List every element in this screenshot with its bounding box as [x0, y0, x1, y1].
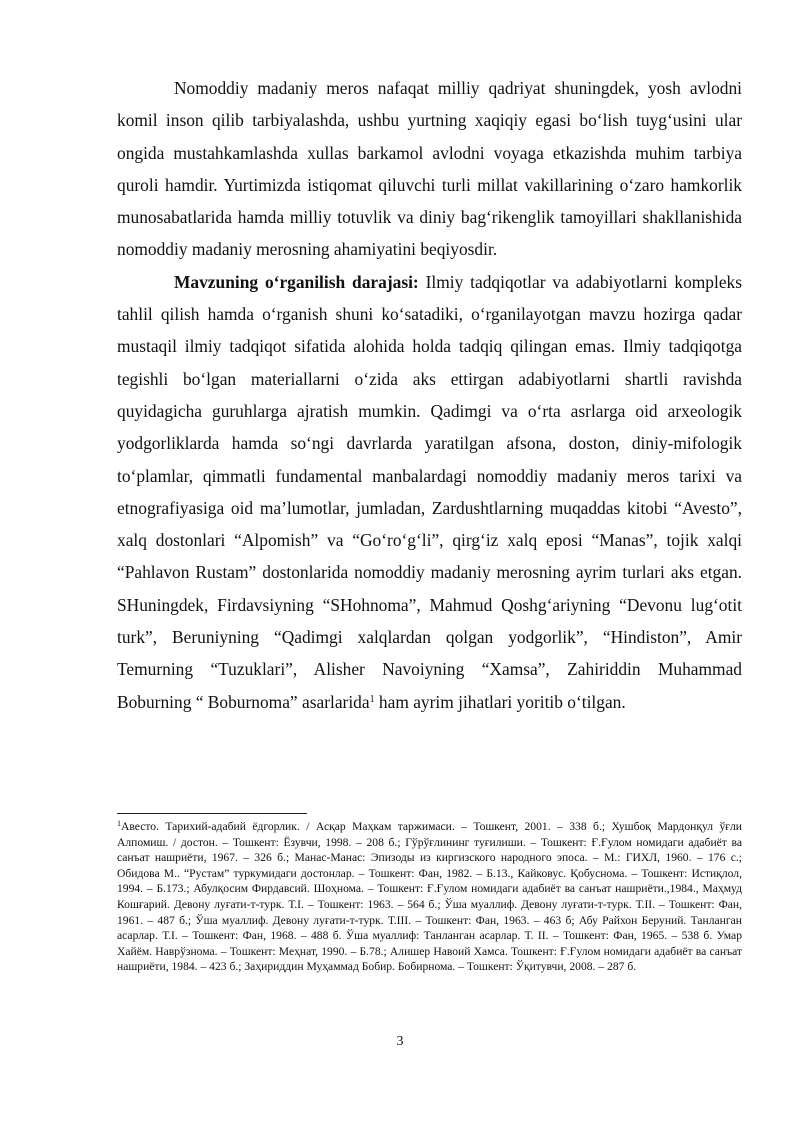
footnote-number: 1	[117, 819, 121, 828]
paragraph-research-body: Ilmiy tadqiqotlar va adabiyotlarni kompleks tahlil qilish hamda o‘rganish shuni ko‘satadiki, o‘rganilayotgan mavzu hozirga qadar mustaqil ilmiy tadqiqot sifatida alohida holda tadqiq qilingan emas. Ilmiy tadqiqotga tegishli bo‘lgan materiallarni o‘zida aks ettirgan adabiyotlarni shartli ravishda quyidagicha guruhlarga ajratish mumkin. Qadimgi va o‘rta asrlarga oid arxeologik yodgorliklarda hamda so‘ngi davrlarda yaratilgan afsona, doston, diniy-mifologik to‘plamlar, qimmatli fundamental manbalardagi nomoddiy madaniy meros tarixi va etnografiyasiga oid ma’lumotlar, jumladan, Zardushtlarning muqaddas kitobi “Avesto”, xalq dostonlari “Alpomish” va “Go‘ro‘g‘li”, qirg‘iz xalq eposi “Manas”, tojik xalqi “Pahlavon Rustam” dostonlarida nomoddiy madaniy merosning ayrim turlari aks etgan. SHuningdek, Firdavsiyning “SHohnoma”, Mahmud Qoshg‘ariyning “Devonu lug‘otit turk”, Beruniyning “Qadimgi xalqlardan qolgan yodgorlik”, “Hindiston”, Amir Temurning “Tuzuklari”, Alisher Navoiyning “Xamsa”, Zahiriddin Muhammad Boburning “ Boburnoma” asarlarida	[117, 271, 742, 712]
footnote-divider	[117, 813, 307, 814]
section-heading: Mavzuning o‘rganilish darajasi:	[174, 271, 419, 292]
footnote-text: Авесто. Тарихий-адабий ёдгорлик. / Асқар Маҳкам таржимаси. – Тошкент, 2001. – 338 б.; Хушбоқ Мардонқул ўғли Алпомиш. / достон. – Тошкент: Ёзувчи, 1998. – 208 б.; Гўрўғлининг туғилиши. – Тошкент: Ғ.Ғулом номидаги адабиёт ва санъат нашриёти, 1967. – 326 б.; Манас-Манас: Эпизоды из киргизского народного эпоса. – М.: ГИХЛ, 1960. – 176 с.; Обидова М.. “Рустам” туркумидаги достонлар. – Тошкент: Фан, 1982. – Б.13., Кайковус. Қобуснома. – Тошкент: Истиқлол, 1994. – Б.173.; Абулқосим Фирдавсий. Шоҳнома. – Тошкент: Ғ.Ғулом номидаги адабиёт ва санъат нашриёти.,1984., Маҳмуд Кошғарий. Девону луғати-т-турк. Т.I. – Тошкент: 1963. – 564 б.; Ўша муаллиф. Девону луғати-т-турк. Т.II. – Тошкент: Фан, 1961. – 487 б.; Ўша муаллиф. Девону луғати-т-турк. Т.III. – Тошкент: Фан, 1963. – 463 б; Абу Райхон Беруний. Танланган асарлар. Т.I. – Тошкент: Фан, 1968. – 488 б. Ўша муаллиф: Танланган асарлар. Т. II. – Тошкент: Фан, 1965. – 538 б. Умар Хайём. Наврўзнома. – Тошкент: Меҳнат, 1990. – Б.78.; Алишер Навоий Хамса. Тошкент: Ғ.Ғулом номидаги адабиёт ва санъат нашриёти, 1984. – 423 б.; Заҳириддин Муҳаммад Бобир. Бобирнома. – Тошкент: Ўқитувчи, 2008. – 287 б.	[117, 820, 742, 974]
page-number: 3	[396, 1034, 404, 1049]
paragraph-intro: Nomoddiy madaniy meros nafaqat milliy qadriyat shuningdek, yosh avlodni komil inson qilib tarbiyalashda, ushbu yurtning xaqiqiy egasi bo‘lish tuyg‘usini ular ongida mustahkamlashda xullas barkamol avlodni voyaga etkazishda muhim tarbiya quroli hamdir. Yurtimizda istiqomat qiluvchi turli millat vakillarining o‘zaro hamkorlik munosabatlarida hamda milliy totuvlik va diniy bag‘rikenglik tamoyillari shakllanishida nomoddiy madaniy merosning ahamiyatini beqiyosdir.	[117, 78, 742, 260]
footnote-reference[interactable]: 1	[369, 693, 375, 705]
paragraph-research-level	[117, 266, 742, 718]
paragraph-research-end: ham ayrim jihatlari yoritib o‘tilgan.	[374, 691, 626, 712]
body-text	[117, 72, 742, 718]
footnote	[117, 819, 742, 975]
